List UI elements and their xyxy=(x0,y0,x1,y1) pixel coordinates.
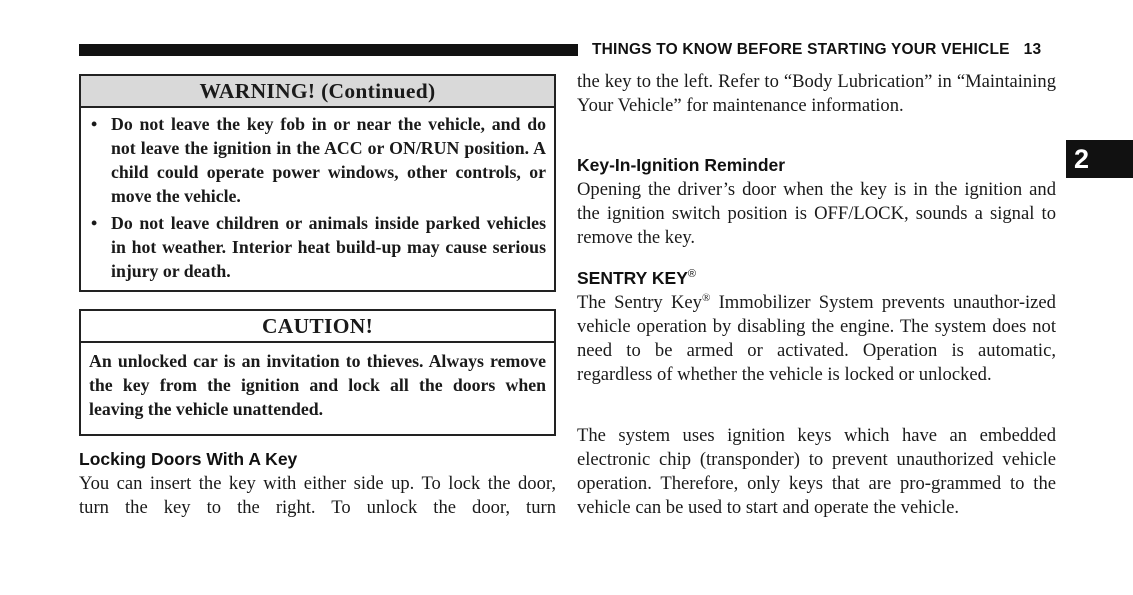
sentry-paragraph-1 xyxy=(577,291,1056,387)
sentry-heading-text: SENTRY KEY xyxy=(577,268,688,288)
registered-mark: ® xyxy=(701,291,711,304)
caution-title: CAUTION! xyxy=(81,311,554,343)
warning-title: WARNING! (Continued) xyxy=(81,76,554,108)
registered-mark: ® xyxy=(687,268,696,281)
chapter-tab: 2 xyxy=(1066,140,1133,178)
caution-box xyxy=(79,309,556,436)
warning-item: • Do not leave the key fob in or near the vehicle, and do not leave the ignition in the ACC or ON/RUN position. A child could operate power windows, other controls, or move the vehicle. xyxy=(111,112,546,208)
warning-box xyxy=(79,74,556,292)
reminder-body: Opening the driver’s door when the key is in the ignition and the ignition switch position is OFF/LOCK, sounds a signal to remove the key. xyxy=(577,179,1056,248)
header-rule xyxy=(79,44,578,56)
header-title-text: THINGS TO KNOW BEFORE STARTING YOUR VEHICLE xyxy=(592,41,1010,58)
sentry-paragraph-2: The system uses ignition keys which have an embedded electronic chip (transponder) to prevent unauthorized vehicle operation. Therefore, only keys that are pro-grammed to the vehicle can be used to start and operate the vehicle. xyxy=(577,425,1056,518)
sentry-name: The Sentry Key xyxy=(577,292,702,313)
page-number: 13 xyxy=(1023,41,1042,58)
reminder-heading: Key-In-Ignition Reminder xyxy=(577,155,786,175)
continued-text: the key to the left. Refer to “Body Lubrication” in “Maintaining Your Vehicle” for maintenance information. xyxy=(577,71,1056,116)
warning-item: • Do not leave children or animals inside parked vehicles in hot weather. Interior heat build-up may cause serious injury or death. xyxy=(111,211,546,283)
running-header xyxy=(592,41,1041,59)
locking-body: You can insert the key with either side up. To lock the door, turn the key to the right. To unlock the door, turn xyxy=(79,473,556,518)
sentry-heading xyxy=(577,268,696,289)
caution-body: An unlocked car is an invitation to thieves. Always remove the key from the ignition and lock all the doors when leaving the vehicle unattended. xyxy=(89,351,546,419)
locking-heading: Locking Doors With A Key xyxy=(79,449,298,469)
warning-list xyxy=(81,108,554,283)
sentry-p1-text: Immobilizer System prevents unauthor-ized vehicle operation by disabling the engine. The system does not need to be armed or activated. Operation is automatic, regardless of whether the vehicle is locked or unlocked. xyxy=(577,292,1056,385)
